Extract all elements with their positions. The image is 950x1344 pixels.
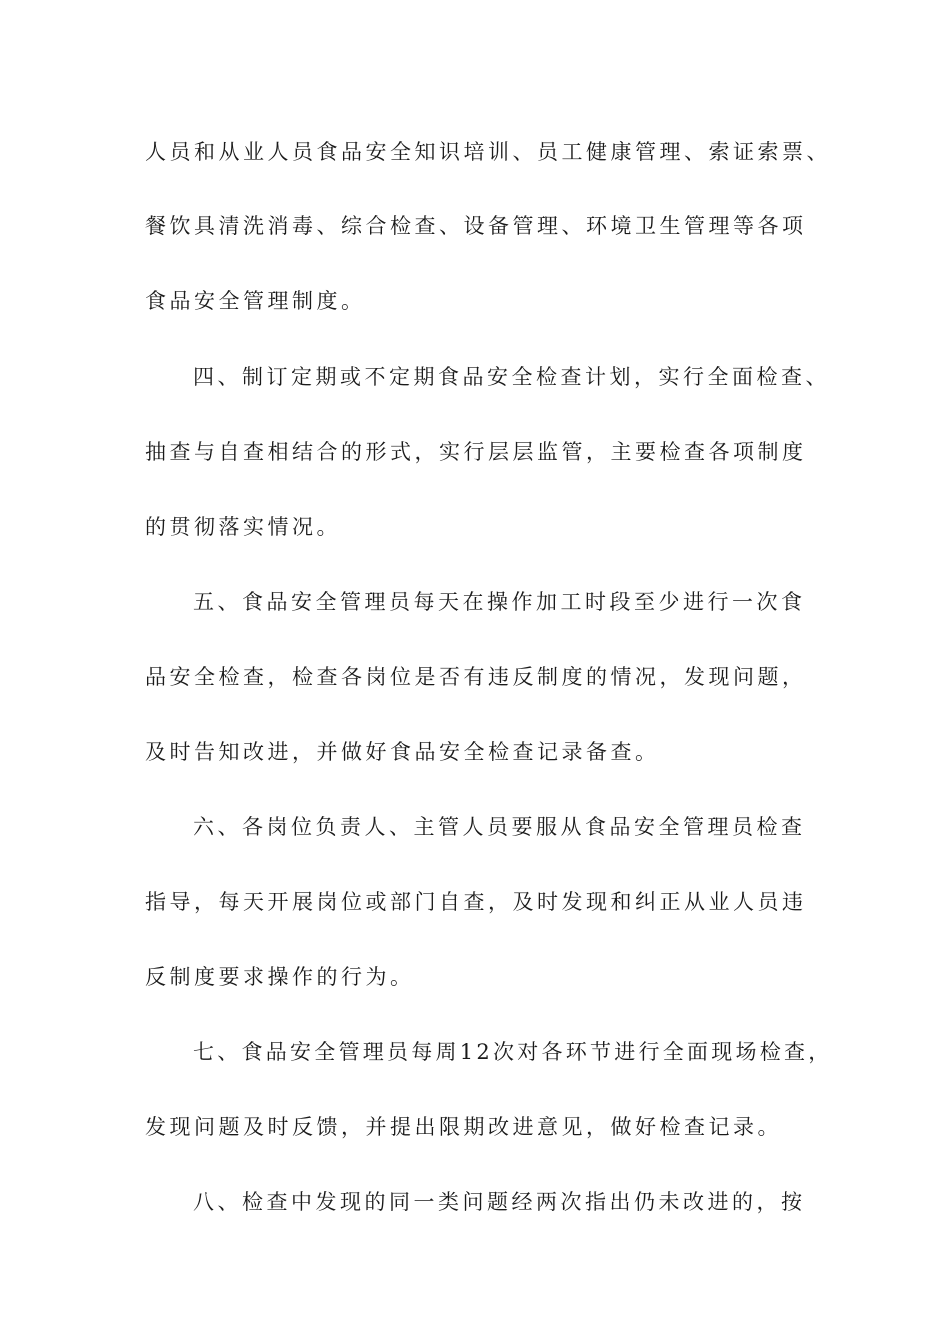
paragraph-7-start: 七、食品安全管理员每周12次对各环节进行全面现场检查， [193,1040,833,1064]
text-line: 食品安全管理制度。 [145,289,366,313]
paragraph-4-start: 四、制订定期或不定期食品安全检查计划，实行全面检查、 [193,365,830,389]
text-line: 品安全检查，检查各岗位是否有违反制度的情况，发现问题， [145,665,807,689]
text-line: 的贯彻落实情况。 [145,515,341,539]
text-line: 反制度要求操作的行为。 [145,965,415,989]
text-line: 抽查与自查相结合的形式，实行层层监管，主要检查各项制度 [145,440,807,464]
paragraph-8-start: 八、检查中发现的同一类问题经两次指出仍未改进的，按 [193,1190,806,1214]
paragraph-5-start: 五、食品安全管理员每天在操作加工时段至少进行一次食 [193,590,806,614]
text-line: 餐饮具清洗消毒、综合检查、设备管理、环境卫生管理等各项 [145,214,807,238]
text-line: 指导，每天开展岗位或部门自查，及时发现和纠正从业人员违 [145,890,807,914]
text-line: 人员和从业人员食品安全知识培训、员工健康管理、索证索票、 [145,140,831,164]
text-line: 发现问题及时反馈，并提出限期改进意见，做好检查记录。 [145,1115,782,1139]
text-line: 及时告知改进，并做好食品安全检查记录备查。 [145,740,660,764]
paragraph-6-start: 六、各岗位负责人、主管人员要服从食品安全管理员检查 [193,815,806,839]
